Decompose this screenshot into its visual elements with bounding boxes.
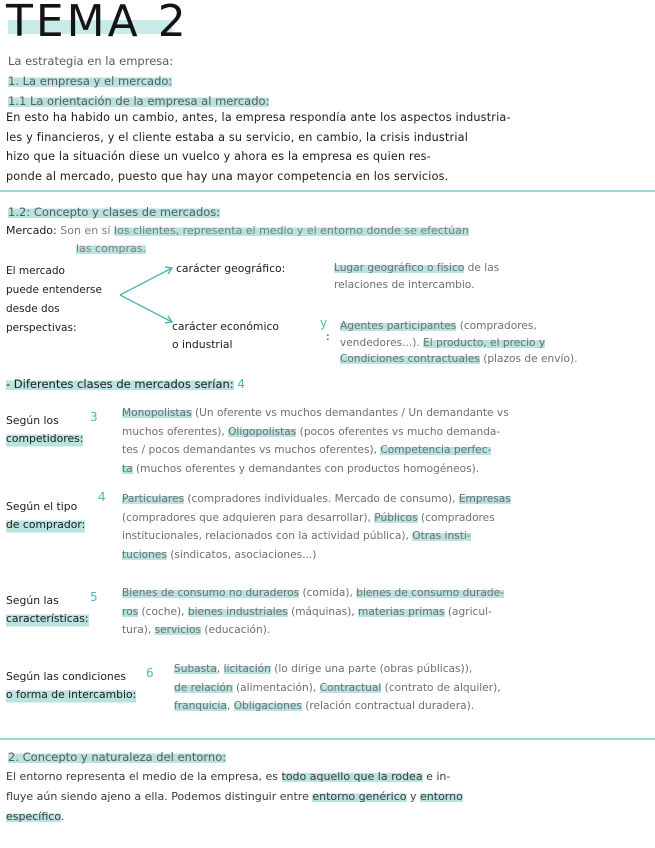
text-segment: tes / pocos demandantes vs muchos oferentes), <box>122 444 381 456</box>
text-segment: (contrato de alquiler), <box>381 681 501 694</box>
highlighted-term: bienes industriales <box>187 605 288 618</box>
divider <box>0 190 655 192</box>
section-1-2-heading-text: 1.2: Concepto y clases de mercados: <box>8 205 221 219</box>
eco-line2: vendedores...). <box>340 336 424 349</box>
clase-label-b: de comprador: <box>6 516 85 534</box>
highlighted-term: materias primas <box>358 605 445 618</box>
clase-label-b: características: <box>6 610 89 628</box>
section-2-heading <box>8 750 226 764</box>
text-segment: (máquinas), <box>287 605 359 618</box>
text-segment: (educación). <box>200 624 271 636</box>
mercado-definition <box>6 222 651 258</box>
highlighted-term: tuciones <box>122 548 167 561</box>
clases-mark: 4 <box>237 377 245 391</box>
eco-label-b: o industrial <box>172 338 233 351</box>
clase-mark: 6 <box>146 666 154 680</box>
text-segment: (compradores que adquieren para desarrollar), <box>122 511 375 524</box>
mercado-label: Mercado: <box>6 224 57 237</box>
clase-line <box>122 603 650 622</box>
text-segment: (pocos oferentes vs mucho demanda- <box>296 425 501 438</box>
paragraph-line: hizo que la situación diese un vuelco y ahora es la empresa es quien res- <box>6 150 431 163</box>
text-segment: , <box>216 663 224 675</box>
eco-text <box>340 318 652 368</box>
divider <box>0 738 655 740</box>
highlighted-term: específico <box>6 810 61 823</box>
section-1-1-heading <box>8 94 269 108</box>
subtitle: La estrategia en la empresa: <box>8 54 174 68</box>
eco-label <box>172 318 279 354</box>
text-segment: (alimentación), <box>232 681 320 694</box>
section-1-heading-text: 1. La empresa y el mercado: <box>8 74 173 88</box>
text-segment: tura), <box>122 624 155 636</box>
text-segment: (relación contractual duradera). <box>301 700 475 712</box>
highlighted-term: Empresas <box>458 493 511 505</box>
eco-line3: (plazos de envío). <box>479 353 578 365</box>
clase-line <box>122 509 650 528</box>
highlighted-term: entorno genérico <box>312 790 407 803</box>
highlighted-term: Particulares <box>122 493 184 505</box>
clases-heading-text: - Diferentes clases de mercados serían: <box>6 377 234 391</box>
highlighted-term: Públicos <box>374 511 418 524</box>
highlighted-term: todo aquello que la rodea <box>281 770 423 783</box>
highlighted-term: Oligopolistas <box>228 425 297 438</box>
highlighted-term: ta <box>122 462 133 475</box>
text-segment: e in- <box>422 770 451 783</box>
clase-body <box>122 490 650 564</box>
paragraph-line: les y financieros, y el cliente estaba a su servicio, en cambio, la crisis industrial <box>6 130 468 144</box>
highlighted-term: ros <box>122 605 139 618</box>
text-segment: El entorno representa el medio de la empresa, es <box>6 770 282 783</box>
mercado-def-a: Son en sí <box>60 224 114 237</box>
highlighted-term: Competencia perfec- <box>380 444 492 456</box>
perspectivas-line: El mercado <box>6 265 65 277</box>
text-segment: , <box>226 700 234 712</box>
text-segment: y <box>406 790 421 803</box>
clase-line <box>122 621 650 640</box>
perspectivas-line: perspectivas: <box>6 322 77 334</box>
highlighted-term: Obligaciones <box>233 700 302 712</box>
mercado-def-c: las compras. <box>76 242 146 255</box>
text-segment: (compradores individuales. Mercado de consumo), <box>184 493 459 505</box>
clase-line <box>122 490 650 509</box>
clase-mark: 3 <box>90 410 98 424</box>
clase-label <box>6 498 85 534</box>
clase-body <box>122 404 650 478</box>
clase-line <box>122 441 650 460</box>
clase-label <box>6 412 83 448</box>
perspectivas-line: puede entenderse <box>6 284 102 296</box>
clase-label-b: o forma de intercambio: <box>6 686 136 704</box>
clase-line <box>122 423 650 442</box>
geo-text-hl: Lugar geográfico o físico <box>334 262 465 274</box>
highlighted-term: servicios <box>154 624 201 636</box>
perspectivas-left <box>6 262 102 338</box>
eco-line2-hl: El producto, el precio y <box>423 336 546 349</box>
highlighted-term: Subasta <box>174 663 217 675</box>
highlighted-term: licitación <box>223 663 271 675</box>
clase-line <box>174 679 650 698</box>
highlighted-term: franquicia <box>174 700 227 712</box>
text-segment: (Un oferente vs muchos demandantes / Un demandante vs <box>191 407 509 419</box>
paragraph-line <box>6 767 651 787</box>
clase-body <box>174 660 650 716</box>
highlighted-term: entorno <box>420 790 463 803</box>
clase-line <box>122 527 650 546</box>
clase-line <box>122 584 650 603</box>
paragraph-line: En esto ha habido un cambio, antes, la empresa respondía ante los aspectos industria- <box>6 111 511 124</box>
eco-line1: (compradores, <box>456 320 537 332</box>
highlighted-term: Bienes de consumo no duraderos <box>122 587 300 599</box>
geo-text-b: relaciones de intercambio. <box>334 278 475 291</box>
branch-arrows <box>118 260 178 330</box>
clase-line <box>174 697 650 716</box>
mercado-def-b: los clientes, representa el medio y el entorno donde se efectúan <box>113 224 469 237</box>
eco-label-a: carácter económico <box>172 320 279 333</box>
paragraph-line <box>6 807 651 827</box>
text-segment: (muchos oferentes y demandantes con productos homogéneos). <box>132 462 480 475</box>
highlighted-term: Contractual <box>319 681 382 694</box>
clases-heading <box>6 377 245 391</box>
paragraph-line <box>6 787 651 807</box>
eco-colon: : <box>326 330 330 343</box>
text-segment: institucionales, relacionados con la actividad pública), <box>122 530 413 542</box>
clase-line <box>122 546 650 565</box>
clase-label-a: Según las <box>6 594 59 607</box>
text-segment: (agricul- <box>444 605 492 618</box>
highlighted-term: Otras insti- <box>412 530 471 542</box>
clase-line <box>174 660 650 679</box>
text-segment: muchos oferentes), <box>122 425 229 438</box>
section-1-2-heading <box>8 205 220 219</box>
eco-line1-hl: Agentes participantes <box>340 320 457 332</box>
highlighted-term: Monopolistas <box>122 407 192 419</box>
paragraph-line: ponde al mercado, puesto que hay una mayor competencia en los servicios. <box>6 169 449 183</box>
highlighted-term: bienes de consumo durade- <box>356 587 504 599</box>
clase-label-a: Según las condiciones <box>6 670 127 683</box>
text-segment: (coche), <box>138 605 188 618</box>
section-1-1-paragraph <box>6 108 651 186</box>
section-2-heading-text: 2. Concepto y naturaleza del entorno: <box>8 750 227 764</box>
text-segment: (comida), <box>299 587 357 599</box>
section-2-paragraph <box>6 767 651 827</box>
clase-mark: 5 <box>90 590 98 604</box>
clase-body <box>122 584 650 640</box>
page-title: TEMA 2 <box>6 0 189 47</box>
text-segment: (compradores <box>417 511 495 524</box>
highlighted-term: de relación <box>174 681 233 694</box>
section-1-heading <box>8 74 172 88</box>
clase-label-a: Según el tipo <box>6 500 78 513</box>
clase-label <box>6 668 136 704</box>
clase-label <box>6 592 89 628</box>
clase-label-a: Según los <box>6 414 59 427</box>
eco-line3-hl: Condiciones contractuales <box>340 353 480 365</box>
clase-line <box>122 460 650 479</box>
text-segment: (lo dirige una parte (obras públicas)), <box>270 663 473 675</box>
perspectivas-line: desde dos <box>6 303 60 315</box>
text-segment: (sindicatos, asociaciones...) <box>166 548 317 561</box>
eco-mark: y <box>320 316 328 330</box>
geo-label: carácter geográfico: <box>176 262 286 275</box>
clase-label-b: competidores: <box>6 430 83 448</box>
text-segment: fluye aún siendo ajeno a ella. Podemos distinguir entre <box>6 790 313 803</box>
geo-text <box>334 260 499 293</box>
section-1-1-heading-text: 1.1 La orientación de la empresa al mercado: <box>8 94 270 108</box>
geo-text-a: de las <box>464 262 500 274</box>
text-segment: . <box>60 810 65 823</box>
clase-mark: 4 <box>98 490 106 504</box>
clase-line <box>122 404 650 423</box>
